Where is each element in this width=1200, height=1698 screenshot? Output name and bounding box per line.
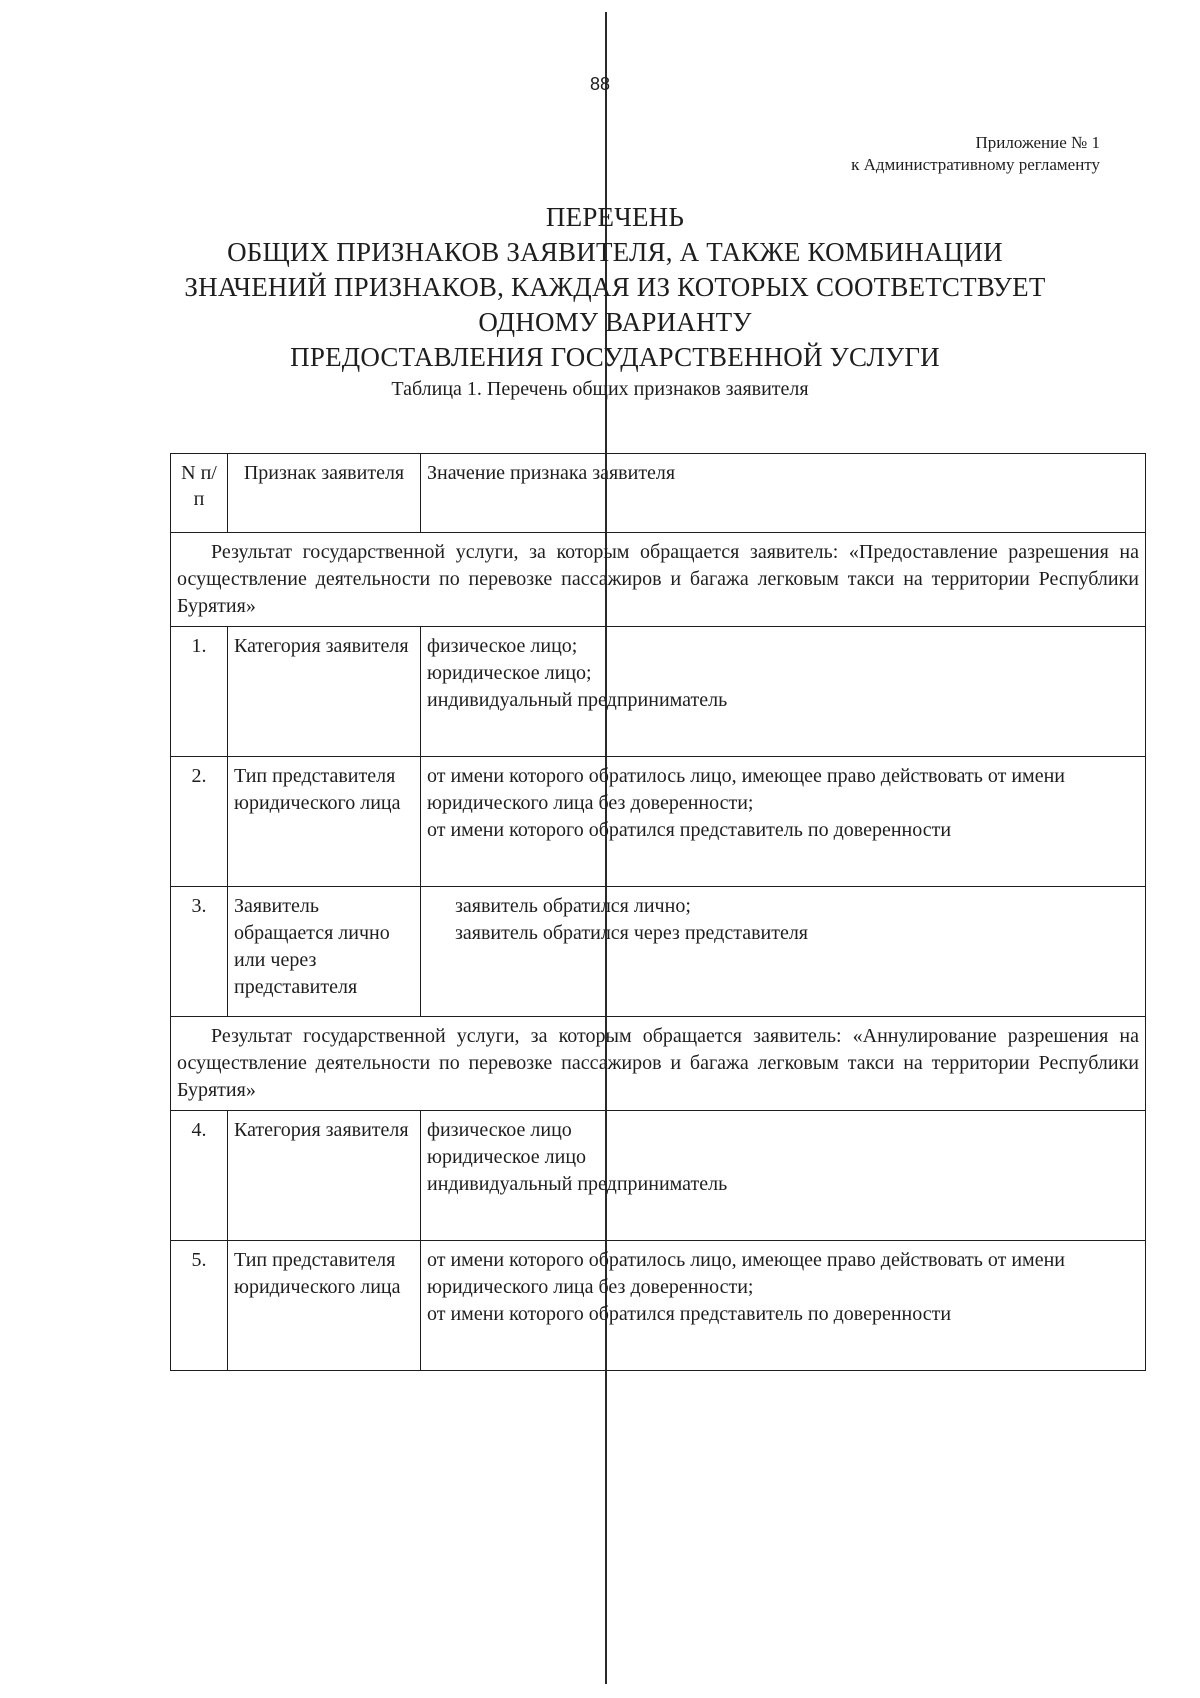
section-result-text: Результат государственной услуги, за которым обращается заявитель: «Предоставление разрешения на осуществление деятельности по перевозке пассажиров и багажа легковым такси на территории Республики Бурятия»	[177, 541, 1139, 617]
section-result	[171, 1017, 1146, 1111]
appendix-line-1: Приложение № 1	[975, 133, 1100, 152]
title-line-4: ОДНОМУ ВАРИАНТУ	[478, 307, 752, 337]
header-value: Значение признака заявителя	[421, 454, 1146, 533]
appendix-line-2: к Административному регламенту	[851, 155, 1100, 174]
row-num: 1.	[171, 627, 228, 757]
section-result-text: Результат государственной услуги, за которым обращается заявитель: «Аннулирование разрешения на осуществление деятельности по перевозке пассажиров и багажа легковым такси на территории Республики Бурятия»	[177, 1025, 1139, 1101]
table-row	[171, 887, 1146, 1017]
section-result-row	[171, 533, 1146, 627]
row-num: 4.	[171, 1111, 228, 1241]
section-result-row	[171, 1017, 1146, 1111]
table-row	[171, 757, 1146, 887]
row-value: индивидуальный предприниматель	[427, 689, 728, 711]
row-values	[421, 627, 1146, 757]
row-value: физическое лицо;	[427, 635, 578, 657]
title-line-2: ОБЩИХ ПРИЗНАКОВ ЗАЯВИТЕЛЯ, А ТАКЖЕ КОМБИНАЦИИ	[227, 237, 1003, 267]
row-values	[421, 1241, 1146, 1371]
title-line-1: ПЕРЕЧЕНЬ	[545, 202, 685, 232]
row-value: от имени которого обратился представитель по доверенности	[427, 819, 952, 841]
row-num: 2.	[171, 757, 228, 887]
row-value: заявитель обратился через представителя	[455, 922, 809, 944]
row-attribute: Категория заявителя	[228, 1111, 421, 1241]
table-caption: Таблица 1. Перечень общих признаков заявителя	[391, 378, 809, 400]
header-attribute: Признак заявителя	[228, 454, 421, 533]
row-value: от имени которого обратилось лицо, имеющее право действовать от имени юридического лица без доверенности;	[427, 1249, 1065, 1298]
row-values	[421, 1111, 1146, 1241]
row-attribute: Заявитель обращается лично или через представителя	[228, 887, 421, 1017]
row-values	[421, 887, 1146, 1017]
row-value: юридическое лицо;	[427, 662, 592, 684]
page-number: 88	[589, 74, 611, 94]
row-value: заявитель обратился лично;	[455, 895, 691, 917]
row-attribute: Тип представителя юридического лица	[228, 1241, 421, 1371]
section-result	[171, 533, 1146, 627]
title-line-5: ПРЕДОСТАВЛЕНИЯ ГОСУДАРСТВЕННОЙ УСЛУГИ	[290, 342, 940, 372]
row-value: от имени которого обратилось лицо, имеющее право действовать от имени юридического лица без доверенности;	[427, 765, 1065, 814]
appendix-note	[851, 132, 1100, 176]
table-header-row	[171, 454, 1146, 533]
title-line-3: ЗНАЧЕНИЙ ПРИЗНАКОВ, КАЖДАЯ ИЗ КОТОРЫХ СООТВЕТСТВУЕТ	[184, 272, 1046, 302]
row-num: 5.	[171, 1241, 228, 1371]
row-value: от имени которого обратился представитель по доверенности	[427, 1303, 952, 1325]
document-title	[150, 200, 1080, 375]
table-row	[171, 627, 1146, 757]
table-row	[171, 1111, 1146, 1241]
header-num: N п/п	[171, 454, 228, 533]
table-row	[171, 1241, 1146, 1371]
row-values	[421, 757, 1146, 887]
row-value: индивидуальный предприниматель	[427, 1173, 728, 1195]
row-value: юридическое лицо	[427, 1146, 587, 1168]
applicant-attributes-table	[170, 453, 1146, 1371]
row-num: 3.	[171, 887, 228, 1017]
row-attribute: Тип представителя юридического лица	[228, 757, 421, 887]
row-attribute: Категория заявителя	[228, 627, 421, 757]
row-value: физическое лицо	[427, 1119, 572, 1141]
